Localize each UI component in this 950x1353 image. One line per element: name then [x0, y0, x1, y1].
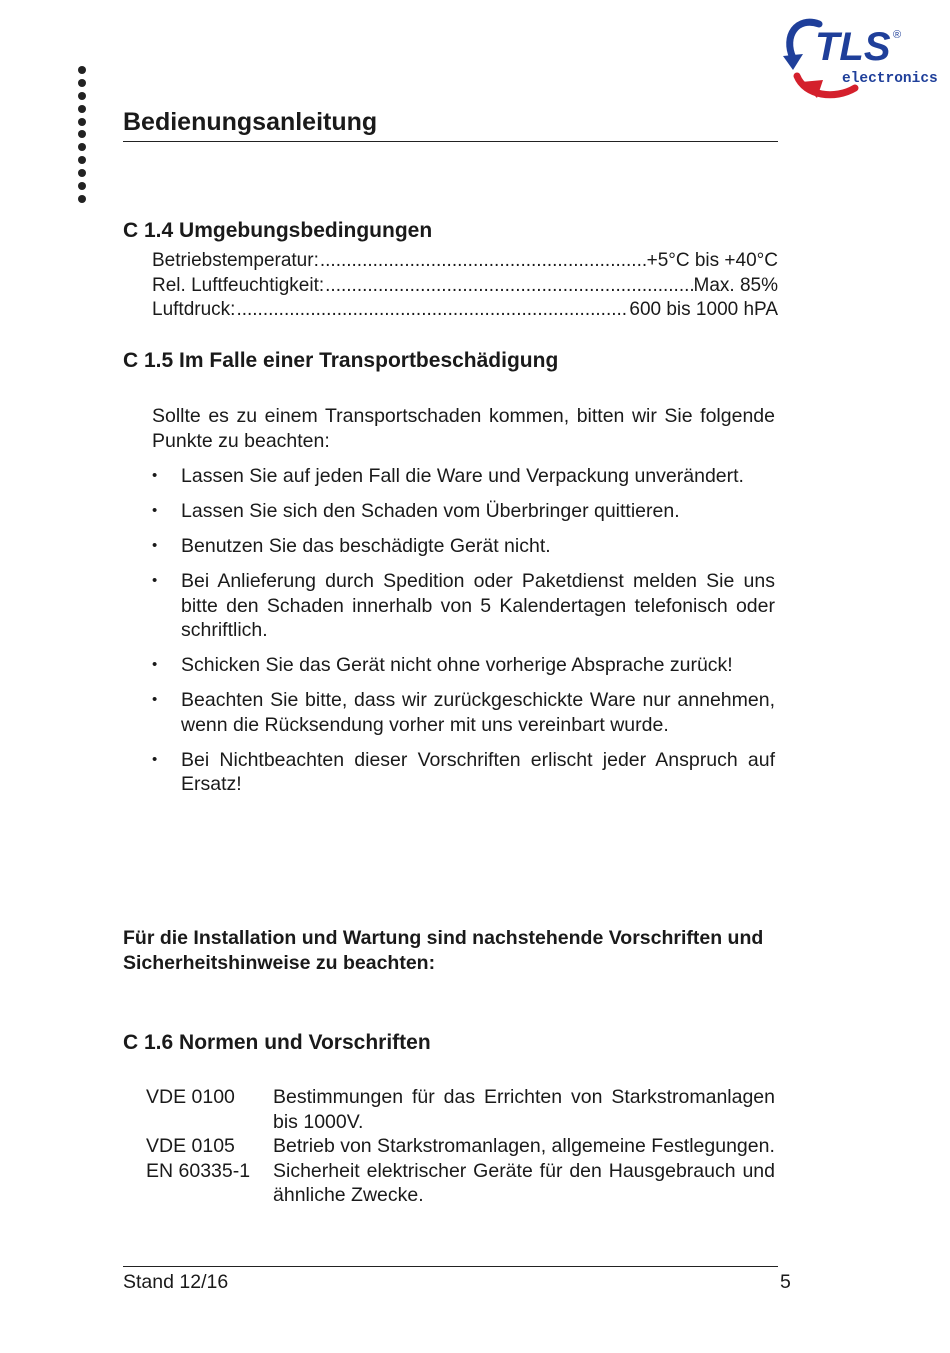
section-title-norms: C 1.6 Normen und Vorschriften — [123, 1031, 431, 1054]
list-item-text: Beachten Sie bitte, dass wir zurückgeschickte Ware nur annehmen, wenn die Rücksendung vorher mit uns vereinbart wurde. — [181, 689, 775, 736]
table-row — [146, 1085, 775, 1134]
table-row — [146, 1134, 775, 1159]
document-title: Bedienungsanleitung — [123, 108, 778, 142]
list-item — [152, 534, 775, 559]
dot-leader — [236, 298, 628, 323]
spec-label: Luftdruck: — [152, 299, 236, 320]
norms-table — [146, 1085, 775, 1208]
list-item-text: Bei Nichtbeachten dieser Vorschriften erlischt jeder Anspruch auf Ersatz! — [181, 748, 775, 795]
list-item — [152, 569, 775, 643]
list-item — [152, 499, 775, 524]
list-item-text: Lassen Sie auf jeden Fall die Ware und Verpackung unverändert. — [181, 465, 744, 487]
installation-notice: Für die Installation und Wartung sind nachstehende Vorschriften und Sicherheitshinweise zu beachten: — [123, 927, 764, 974]
dot-leader — [325, 274, 692, 299]
bullet-icon: • — [152, 537, 158, 554]
list-item — [152, 748, 775, 797]
section-title-damage: C 1.5 Im Falle einer Transportbeschädigung — [123, 349, 559, 372]
norm-code: VDE 0105 — [146, 1135, 235, 1157]
damage-bullet-list — [152, 464, 775, 807]
bullet-icon: • — [152, 502, 158, 519]
spec-row — [152, 249, 778, 274]
bullet-icon: • — [152, 467, 158, 484]
norm-description: Bestimmungen für das Errichten von Starkstromanlagen bis 1000V. — [273, 1086, 775, 1133]
table-row — [146, 1159, 775, 1208]
spec-row — [152, 274, 778, 299]
spec-label: Rel. Luftfeuchtigkeit: — [152, 274, 325, 296]
list-item — [152, 464, 775, 489]
page-number: 5 — [780, 1271, 791, 1293]
environment-spec-list — [152, 249, 778, 323]
footer-stand: Stand 12/16 — [123, 1271, 229, 1293]
bullet-icon: • — [152, 572, 158, 589]
logo-subtitle: electronics — [842, 71, 938, 87]
logo-brand: TLS — [815, 25, 891, 69]
footer-divider — [123, 1266, 778, 1267]
logo-registered: ® — [893, 29, 902, 41]
spec-value: 600 bis 1000 hPA — [629, 299, 778, 320]
list-item — [152, 688, 775, 737]
bullet-icon: • — [152, 691, 158, 708]
list-item-text: Bei Anlieferung durch Spedition oder Paketdienst melden Sie uns bitte den Schaden innerhalb von 5 Kalendertagen telefonisch oder schriftlich. — [181, 570, 775, 641]
list-item-text: Schicken Sie das Gerät nicht ohne vorherige Absprache zurück! — [181, 654, 733, 676]
spec-label: Betriebstemperatur: — [152, 250, 319, 271]
margin-dots — [78, 66, 90, 208]
section-title-environment: C 1.4 Umgebungsbedingungen — [123, 219, 433, 242]
bullet-icon: • — [152, 656, 158, 673]
spec-value: Max. 85% — [693, 274, 778, 296]
list-item-text: Lassen Sie sich den Schaden vom Überbringer quittieren. — [181, 500, 680, 522]
list-item-text: Benutzen Sie das beschädigte Gerät nicht. — [181, 535, 551, 557]
list-item — [152, 653, 775, 678]
norm-description: Betrieb von Starkstromanlagen, allgemeine Festlegungen. — [273, 1135, 775, 1157]
damage-intro: Sollte es zu einem Transportschaden kommen, bitten wir Sie folgende Punkte zu beachten: — [152, 405, 775, 452]
spec-value: +5°C bis +40°C — [646, 250, 778, 271]
norm-code: EN 60335-1 — [146, 1159, 251, 1182]
dot-leader — [320, 249, 646, 274]
bullet-icon: • — [152, 750, 158, 768]
tls-electronics-logo — [779, 10, 939, 104]
norm-description: Sicherheit elektrischer Geräte für den Hausgebrauch und ähnliche Zwecke. — [273, 1159, 775, 1206]
norm-code: VDE 0100 — [146, 1086, 235, 1108]
spec-row — [152, 298, 778, 323]
